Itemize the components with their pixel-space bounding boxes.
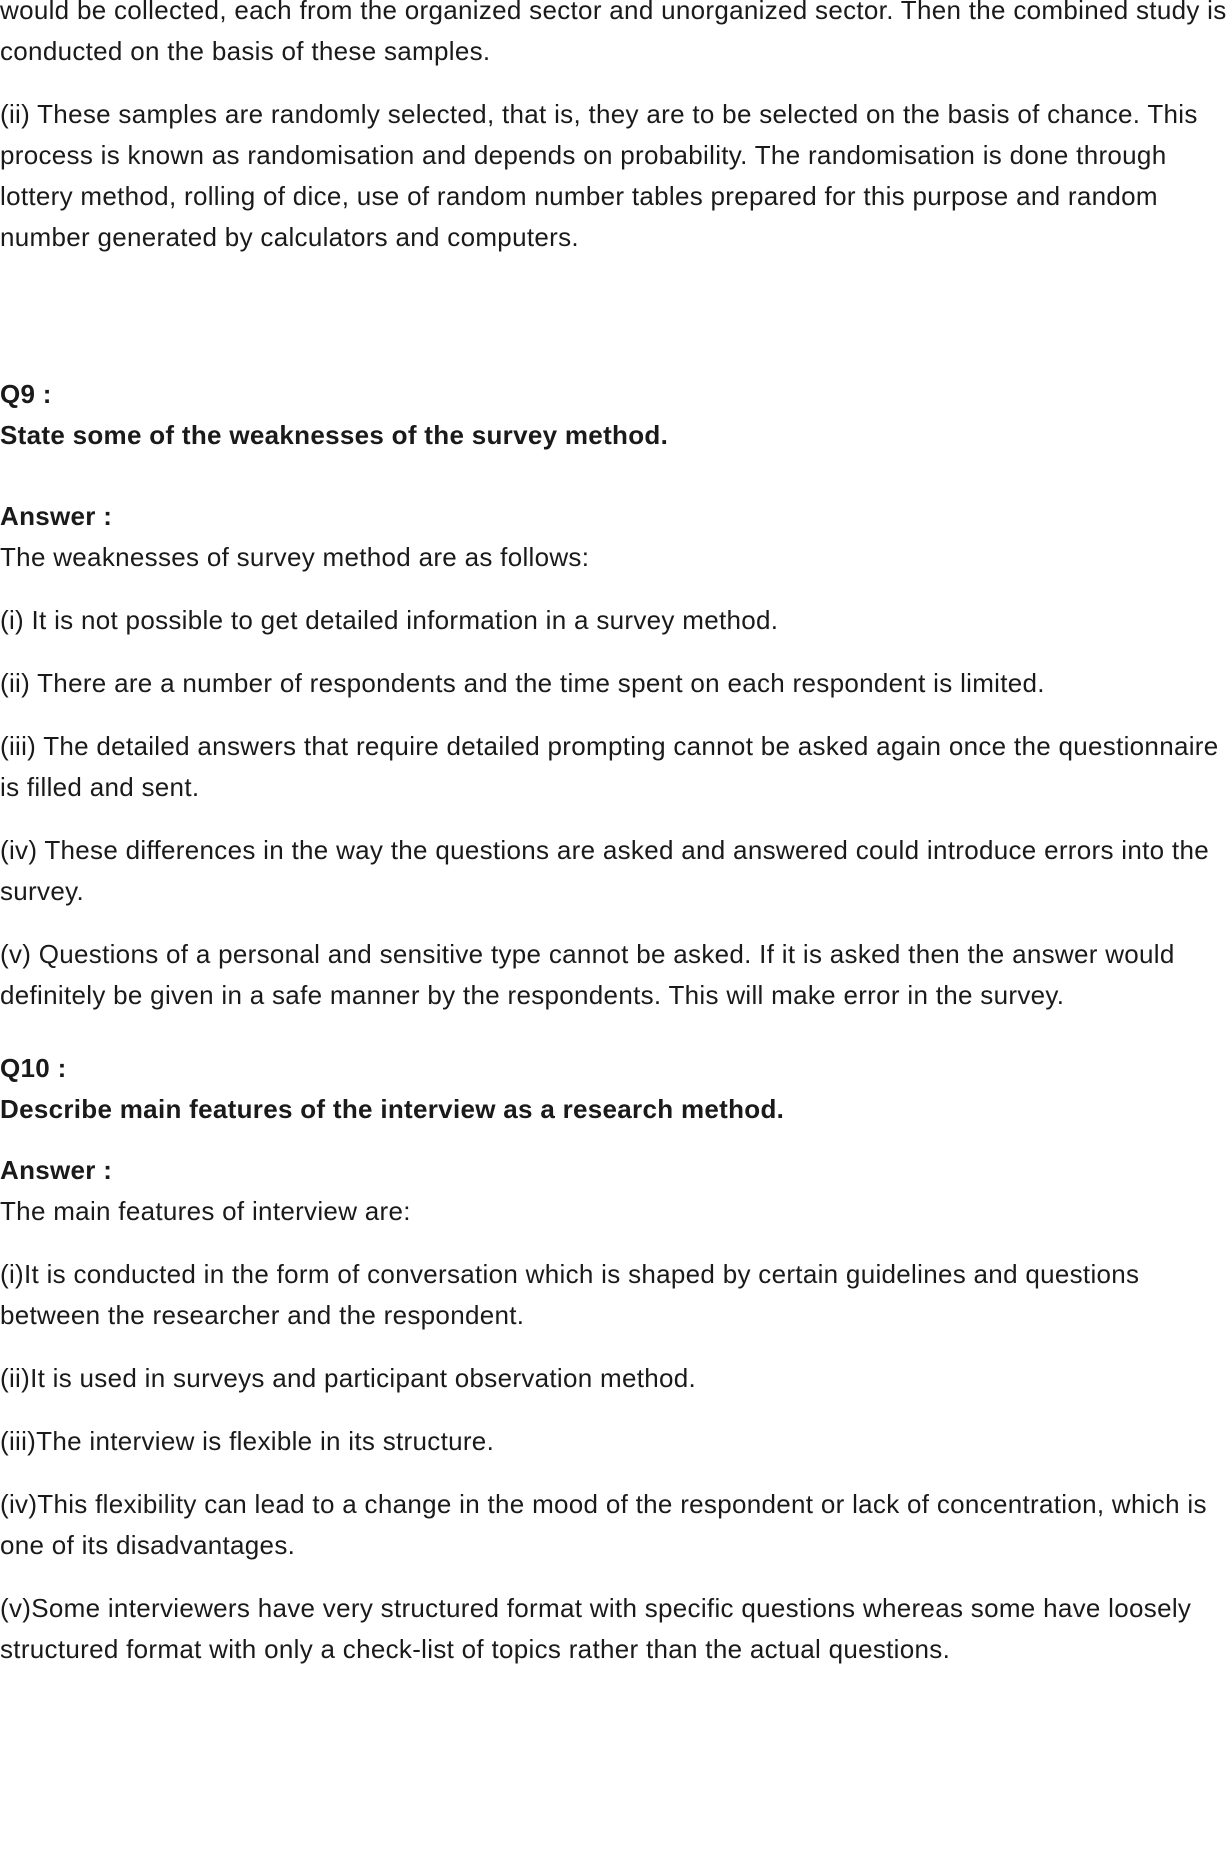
continuation-paragraph-2: (ii) These samples are randomly selected, that is, they are to be selected on the basis of chance. This process is known as randomisation and depends on probability. The randomisation is done through lottery method, rolling of dice, use of random number tables prepared for this purpose and random number generated by calculators and computers. xyxy=(0,99,1198,252)
answer-point: (i)It is conducted in the form of conversation which is shaped by certain guidelines and questions between the researcher and the respondent. xyxy=(0,1259,1140,1330)
answer-point: (v) Questions of a personal and sensitive type cannot be asked. If it is asked then the answer would definitely be given in a safe manner by the respondents. This will make error in the survey. xyxy=(0,939,1175,1010)
answer-intro: The main features of interview are: xyxy=(0,1196,411,1226)
question-9 xyxy=(0,374,1232,1016)
answer-point: (iv) These differences in the way the questions are asked and answered could introduce errors into the survey. xyxy=(0,835,1209,906)
continuation-paragraph-1: would be collected, each from the organized sector and unorganized sector. Then the combined study is conducted on the basis of these samples. xyxy=(0,0,1227,66)
answer-point: (i) It is not possible to get detailed information in a survey method. xyxy=(0,605,779,635)
question-text: Describe main features of the interview as a research method. xyxy=(0,1094,785,1124)
question-10 xyxy=(0,1048,1232,1670)
answer-point: (ii)It is used in surveys and participant observation method. xyxy=(0,1363,697,1393)
answer-point: (iii) The detailed answers that require detailed prompting cannot be asked again once the questionnaire is filled and sent. xyxy=(0,731,1219,802)
question-number: Q9 : xyxy=(0,379,52,409)
answer-label: Answer : xyxy=(0,1155,113,1185)
answer-point: (v)Some interviewers have very structured format with specific questions whereas some have loosely structured format with only a check-list of topics rather than the actual questions. xyxy=(0,1593,1192,1664)
answer-label: Answer : xyxy=(0,501,113,531)
question-number: Q10 : xyxy=(0,1053,67,1083)
answer-point: (iii)The interview is flexible in its structure. xyxy=(0,1426,495,1456)
answer-point: (iv)This flexibility can lead to a change in the mood of the respondent or lack of concentration, which is one of its disadvantages. xyxy=(0,1489,1207,1560)
answer-point: (ii) There are a number of respondents and the time spent on each respondent is limited. xyxy=(0,668,1045,698)
question-text: State some of the weaknesses of the survey method. xyxy=(0,420,669,450)
answer-intro: The weaknesses of survey method are as follows: xyxy=(0,542,590,572)
